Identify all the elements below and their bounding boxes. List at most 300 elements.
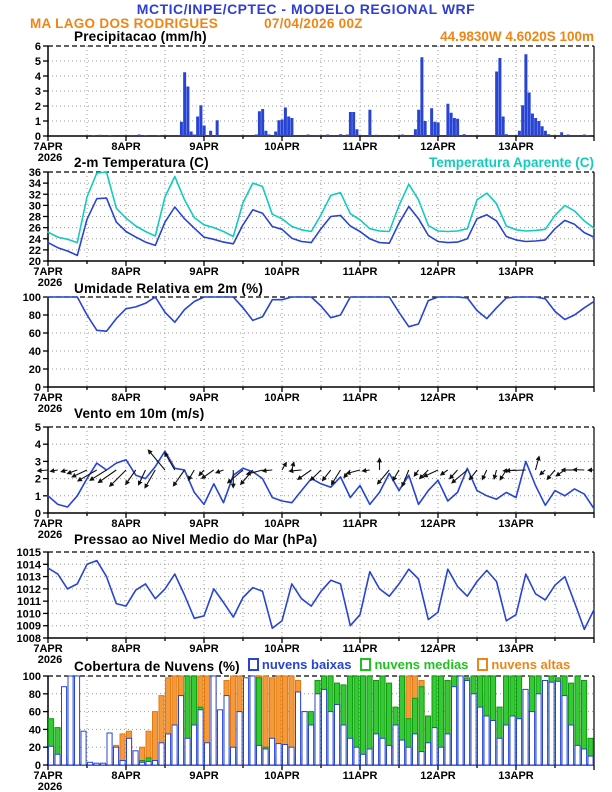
- wind-title: Vento em 10m (m/s): [74, 406, 205, 421]
- cloud-bar: [283, 745, 288, 766]
- cloud-bar: [341, 725, 346, 765]
- xtick-label: 9APR: [189, 518, 219, 530]
- precip-bar: [528, 93, 531, 137]
- cloud-bar: [471, 694, 476, 765]
- xtick-year: 2026: [37, 781, 63, 792]
- cloud-bar: [380, 738, 385, 765]
- wind-barb: [165, 453, 175, 470]
- xtick-label: 8APR: [111, 770, 141, 782]
- wind-barb: [557, 470, 565, 476]
- precip-bar: [193, 135, 196, 137]
- xtick-year: 2026: [37, 654, 63, 666]
- cloud-bar: [478, 707, 483, 765]
- clouds-ytick: 20: [28, 742, 41, 755]
- rh2m-ytick: 60: [28, 328, 41, 340]
- precip-bar: [495, 72, 498, 137]
- wind-barb: [414, 470, 418, 476]
- cloud-bar: [348, 738, 353, 765]
- wind-barb: [216, 470, 223, 473]
- precip-bar: [541, 126, 544, 136]
- precip-bar: [349, 112, 352, 136]
- precip-bar: [255, 135, 258, 137]
- cloud-bar: [439, 747, 444, 765]
- temp2m-panel: [29, 167, 594, 289]
- temp2m-line: [48, 198, 594, 255]
- clouds-panel: [23, 671, 594, 792]
- wind-barb: [441, 470, 448, 475]
- xtick-year: 2026: [37, 403, 63, 415]
- cloud-bar: [361, 676, 366, 765]
- xtick-label: 10APR: [264, 518, 300, 530]
- wind10m-ytick: 4: [34, 439, 41, 452]
- station-coordinates: 44.9830W 4.6020S 100m: [440, 29, 594, 44]
- page-title: MCTIC/INPE/CPTEC - MODELO REGIONAL WRF: [136, 1, 476, 17]
- precip-ytick: 4: [34, 71, 41, 83]
- cloud-bar: [458, 676, 463, 765]
- cloud-bar: [322, 689, 327, 765]
- precip-bar: [505, 134, 508, 136]
- cloud-bar: [218, 710, 223, 765]
- wind-barb: [126, 470, 136, 484]
- mslp-ytick: 1015: [16, 547, 41, 559]
- precip-bar: [131, 135, 134, 136]
- temp2m-ytick: 20: [28, 256, 41, 268]
- precip-bar: [446, 104, 449, 136]
- cloud-bar: [445, 734, 450, 765]
- precip-bar: [560, 132, 563, 136]
- clouds-title: Cobertura de Nuvens (%): [74, 659, 240, 674]
- mslp-ytick: 1009: [16, 620, 41, 633]
- cloud-bar: [81, 731, 86, 765]
- wind-barb: [504, 470, 526, 471]
- cloud-bar: [257, 745, 262, 765]
- wind-barb: [450, 470, 457, 478]
- cloud-bar: [556, 681, 561, 765]
- run-datetime: 07/04/2026 00Z: [264, 16, 363, 31]
- precip-bar: [524, 54, 527, 136]
- wind-barb: [536, 457, 540, 470]
- precip-ytick: 1: [34, 116, 41, 128]
- cloud-bar: [270, 738, 275, 765]
- xtick-year: 2026: [37, 152, 63, 164]
- wind-barb: [547, 470, 555, 479]
- xtick-label: 7APR: [33, 141, 63, 153]
- xtick-label: 9APR: [189, 266, 219, 278]
- precip-bar: [268, 135, 271, 137]
- wind-barb: [189, 470, 195, 480]
- pressure-title: Pressao ao Nivel Medio do Mar (hPa): [74, 532, 318, 547]
- cloud-bar: [406, 747, 411, 765]
- xtick-label: 8APR: [111, 141, 141, 153]
- wind-barb: [38, 470, 48, 471]
- xtick-label: 10APR: [264, 266, 300, 278]
- cloud-bar: [361, 754, 366, 765]
- wind-barb: [292, 463, 294, 470]
- precip-bar: [264, 131, 267, 136]
- wind-barb: [483, 470, 487, 479]
- cloud-bar: [192, 725, 197, 765]
- xtick-label: 13APR: [498, 141, 534, 153]
- precip-bar: [368, 110, 371, 136]
- cloud-bar: [289, 747, 294, 765]
- precip-bar: [186, 87, 189, 137]
- xtick-label: 12APR: [420, 266, 456, 278]
- xtick-label: 13APR: [498, 643, 534, 655]
- precip-bar: [287, 117, 290, 137]
- xtick-label: 13APR: [498, 266, 534, 278]
- xtick-label: 7APR: [33, 266, 63, 278]
- wind-barb: [500, 470, 506, 479]
- temp2m-ytick: 32: [28, 189, 41, 202]
- xtick-label: 12APR: [420, 518, 456, 530]
- precip-bar: [498, 58, 501, 136]
- cloud-bar: [530, 712, 535, 765]
- precip-bar: [144, 135, 147, 136]
- cloud-bar: [588, 756, 593, 765]
- cloud-bar: [510, 716, 515, 765]
- cloud-bar: [393, 725, 398, 765]
- mslp-line: [48, 561, 594, 630]
- humidity-title: Umidade Relativa em 2m (%): [74, 281, 264, 296]
- cloud-bar: [88, 762, 93, 765]
- cloud-bar: [55, 754, 60, 765]
- cloud-bar: [153, 712, 158, 765]
- precip-bar: [537, 121, 540, 136]
- precip-bar: [430, 108, 433, 136]
- xtick-label: 13APR: [498, 392, 534, 404]
- cloud-bar: [62, 687, 67, 765]
- precip-bar: [92, 135, 95, 136]
- precip-bar: [531, 114, 534, 137]
- xtick-label: 13APR: [498, 770, 534, 782]
- wind-barb: [199, 470, 204, 475]
- cloud-bar: [374, 734, 379, 765]
- precip-bar: [417, 110, 420, 136]
- wind-barb: [363, 470, 370, 471]
- cloud-bar: [159, 743, 164, 765]
- cloud-bar: [491, 721, 496, 766]
- precip-bar: [284, 108, 287, 137]
- cloud-bar: [205, 743, 210, 765]
- precip-ytick: 2: [34, 101, 41, 113]
- legend-label-mid: nuvens medias: [374, 657, 469, 672]
- cloud-bar: [497, 738, 502, 765]
- precip-bar: [502, 117, 505, 137]
- wind-barb: [99, 470, 117, 482]
- cloud-bar: [153, 761, 158, 766]
- cloud-bar: [127, 738, 132, 765]
- precip-bar: [567, 135, 570, 137]
- xtick-label: 13APR: [498, 518, 534, 530]
- xtick-label: 8APR: [111, 392, 141, 404]
- clouds-ytick: 60: [28, 706, 41, 719]
- precip-bar: [547, 134, 550, 136]
- rh2m-ytick: 100: [22, 292, 41, 304]
- wind-barb: [298, 470, 311, 479]
- cloud-bar: [185, 738, 190, 765]
- cloud-bar: [120, 761, 125, 766]
- xtick-label: 10APR: [264, 643, 300, 655]
- wind-barb: [51, 470, 58, 471]
- wind10m-ytick: 1: [34, 490, 41, 503]
- precip-bar: [355, 129, 358, 136]
- precip-bar: [258, 111, 261, 136]
- cloud-bar: [562, 696, 567, 765]
- precip-bar: [183, 72, 186, 136]
- precip-bar: [190, 132, 193, 137]
- xtick-label: 8APR: [111, 266, 141, 278]
- precip-panel: [33, 41, 594, 164]
- cloud-bar: [582, 749, 587, 765]
- cloud-bar: [575, 745, 580, 765]
- temp2m-ytick: 28: [28, 211, 41, 224]
- xtick-label: 11APR: [342, 141, 378, 153]
- cloud-bar: [263, 749, 268, 765]
- xtick-label: 8APR: [111, 518, 141, 530]
- precip-bar: [99, 135, 102, 136]
- precip-bar: [586, 135, 589, 136]
- wind-barb: [149, 450, 165, 470]
- apparent-temp-legend: Temperatura Aparente (C): [428, 155, 594, 170]
- cloud-bar: [465, 681, 470, 766]
- precip-bar: [180, 122, 183, 136]
- wind10m-panel: [33, 422, 594, 541]
- cloud-bar: [172, 725, 177, 765]
- cloud-bar: [569, 725, 574, 765]
- cloud-bar: [302, 712, 307, 765]
- cloud-bar: [101, 763, 106, 765]
- precip-ytick: 6: [34, 41, 41, 53]
- precip-bar: [277, 120, 280, 136]
- temp2m-ytick: 36: [28, 167, 41, 179]
- precip-bar: [346, 135, 349, 137]
- cloud-bar: [426, 743, 431, 765]
- precip-bar: [274, 132, 277, 137]
- precip-bar: [463, 134, 466, 136]
- wind-barb: [263, 470, 272, 471]
- precip-bar: [420, 57, 423, 136]
- xtick-label: 8APR: [111, 643, 141, 655]
- cloud-bar: [419, 752, 424, 765]
- cloud-bar: [315, 694, 320, 765]
- precip-bar: [199, 105, 202, 136]
- wind10m-ytick: 3: [34, 456, 41, 469]
- cloud-bar: [432, 728, 437, 765]
- rh2m-ytick: 0: [34, 382, 41, 394]
- wind-barb: [452, 470, 467, 483]
- mslp-ytick: 1014: [16, 559, 41, 572]
- xtick-label: 12APR: [420, 392, 456, 404]
- precip-bar: [518, 131, 521, 136]
- xtick-label: 7APR: [33, 770, 63, 782]
- legend-label-high: nuvens altas: [491, 657, 571, 672]
- rh2m-line: [48, 297, 594, 331]
- xtick-label: 11APR: [342, 770, 378, 782]
- xtick-label: 7APR: [33, 392, 63, 404]
- clouds-ytick: 0: [34, 760, 41, 772]
- wind10m-ytick: 0: [34, 508, 41, 520]
- precip-bar: [157, 135, 160, 136]
- mslp-ytick: 1013: [16, 571, 41, 584]
- precip-bar: [203, 126, 206, 137]
- cloud-bar: [224, 696, 229, 765]
- temp-title: 2-m Temperatura (C): [74, 155, 209, 170]
- cloud-bar: [484, 716, 489, 765]
- xtick-label: 7APR: [33, 518, 63, 530]
- precip-bar: [316, 135, 319, 136]
- precip-bar: [544, 131, 547, 136]
- cloud-bar: [543, 681, 548, 766]
- station-name: MA LAGO DOS RODRIGUES: [30, 16, 219, 31]
- cloud-bar: [94, 763, 99, 765]
- xtick-label: 11APR: [342, 266, 378, 278]
- cloud-bar: [549, 682, 554, 765]
- xtick-label: 12APR: [420, 643, 456, 655]
- rh2m-ytick: 20: [28, 364, 41, 376]
- xtick-label: 9APR: [189, 770, 219, 782]
- cloud-bar: [49, 746, 54, 765]
- cloud-bar: [400, 740, 405, 765]
- temp2m-ytick: 30: [28, 200, 41, 213]
- precip-ytick: 3: [34, 86, 41, 98]
- wind-barb: [424, 470, 438, 477]
- cloud-bar: [166, 734, 171, 765]
- xtick-label: 11APR: [342, 392, 378, 404]
- cloud-bar: [504, 725, 509, 765]
- wind10m-ytick: 2: [34, 473, 41, 486]
- cloud-bar: [517, 719, 522, 765]
- xtick-label: 10APR: [264, 392, 300, 404]
- cloud-bar: [367, 749, 372, 765]
- wind-barb: [68, 470, 77, 473]
- precip-bar: [196, 117, 199, 137]
- cloud-bar: [198, 710, 203, 765]
- precip-bar: [108, 135, 111, 136]
- cloud-bar: [296, 692, 301, 765]
- precip-bar: [307, 135, 310, 137]
- wind-barb: [494, 470, 496, 479]
- wind-barb: [62, 470, 68, 472]
- wind-barb: [311, 470, 321, 480]
- wind-barb: [228, 470, 243, 483]
- cloud-bar: [211, 676, 216, 765]
- xtick-label: 12APR: [420, 770, 456, 782]
- precip-bar: [209, 131, 212, 136]
- mslp-ytick: 1012: [16, 583, 41, 596]
- xtick-label: 9APR: [189, 141, 219, 153]
- precip-bar: [339, 134, 342, 136]
- wind-barb: [323, 470, 331, 480]
- cloud-bar: [309, 725, 314, 765]
- xtick-label: 10APR: [264, 141, 300, 153]
- precip-bar: [534, 118, 537, 136]
- cloud-bar: [179, 696, 184, 765]
- precip-bar: [414, 129, 417, 136]
- wind-barb: [420, 470, 428, 478]
- clouds-ytick: 40: [28, 724, 41, 737]
- cloud-bar: [140, 762, 145, 765]
- cloud-bar: [107, 733, 112, 765]
- wind-barb: [174, 470, 185, 486]
- mslp-ytick: 1008: [16, 633, 41, 645]
- precip-bar: [437, 123, 440, 137]
- mslp-ytick: 1011: [17, 596, 41, 609]
- cloud-bar: [237, 712, 242, 765]
- temp2m-ytick: 24: [28, 233, 41, 246]
- cloud-bar: [452, 687, 457, 765]
- wind-barb: [290, 470, 302, 471]
- xtick-label: 11APR: [342, 643, 378, 655]
- rh2m-ytick: 80: [28, 310, 41, 322]
- xtick-label: 9APR: [189, 392, 219, 404]
- cloud-bar: [231, 747, 236, 765]
- wind-barb: [282, 463, 286, 470]
- precip-bar: [391, 135, 394, 136]
- precip-bar: [583, 135, 586, 137]
- xtick-label: 10APR: [264, 770, 300, 782]
- precip-bar: [433, 122, 436, 136]
- rh2m-panel: [23, 292, 594, 415]
- wind10m-ytick: 5: [34, 422, 41, 434]
- cloud-bar: [75, 676, 80, 765]
- precip-bar: [521, 105, 524, 136]
- xtick-label: 11APR: [342, 518, 378, 530]
- cloud-bar: [335, 705, 340, 766]
- cloud-bar: [328, 712, 333, 765]
- xtick-year: 2026: [37, 529, 63, 541]
- precip-ytick: 5: [34, 56, 41, 68]
- precip-bar: [138, 135, 141, 137]
- xtick-label: 7APR: [33, 643, 63, 655]
- clouds-ytick: 80: [28, 688, 41, 701]
- temp2m-ytick: 26: [28, 222, 41, 235]
- temp2m-ytick: 34: [28, 178, 41, 191]
- cloud-bar: [387, 745, 392, 765]
- cloud-bar: [133, 751, 138, 765]
- precip-bar: [450, 113, 453, 136]
- mslp-ytick: 1010: [16, 608, 41, 621]
- precip-ytick: 0: [34, 131, 41, 143]
- precip-bar: [326, 135, 329, 137]
- rh2m-ytick: 40: [28, 346, 41, 358]
- precip-bar: [375, 135, 378, 136]
- cloud-bar: [244, 678, 249, 765]
- cloud-bar: [114, 747, 119, 765]
- clouds-ytick: 100: [22, 671, 41, 683]
- cloud-bar: [413, 734, 418, 765]
- cloud-bar: [354, 747, 359, 765]
- mslp-panel: [17, 547, 594, 666]
- cloud-bar: [146, 761, 151, 765]
- cloud-bar: [536, 694, 541, 765]
- precip-bar: [456, 119, 459, 136]
- precip-bar: [261, 109, 264, 136]
- precip-bar: [281, 120, 284, 137]
- xtick-label: 12APR: [420, 141, 456, 153]
- xtick-label: 9APR: [189, 643, 219, 655]
- precip-bar: [424, 121, 427, 136]
- temp2m-ytick: 22: [28, 244, 41, 257]
- cloud-bar: [68, 676, 73, 765]
- wind-barb: [540, 470, 545, 474]
- wind-barb: [241, 470, 253, 484]
- precip-bar: [352, 112, 355, 136]
- precip-bar: [453, 118, 456, 136]
- cloud-bar: [523, 689, 528, 765]
- precip-bar: [290, 118, 293, 136]
- legend-label-low: nuvens baixas: [261, 657, 352, 672]
- xtick-year: 2026: [37, 277, 63, 289]
